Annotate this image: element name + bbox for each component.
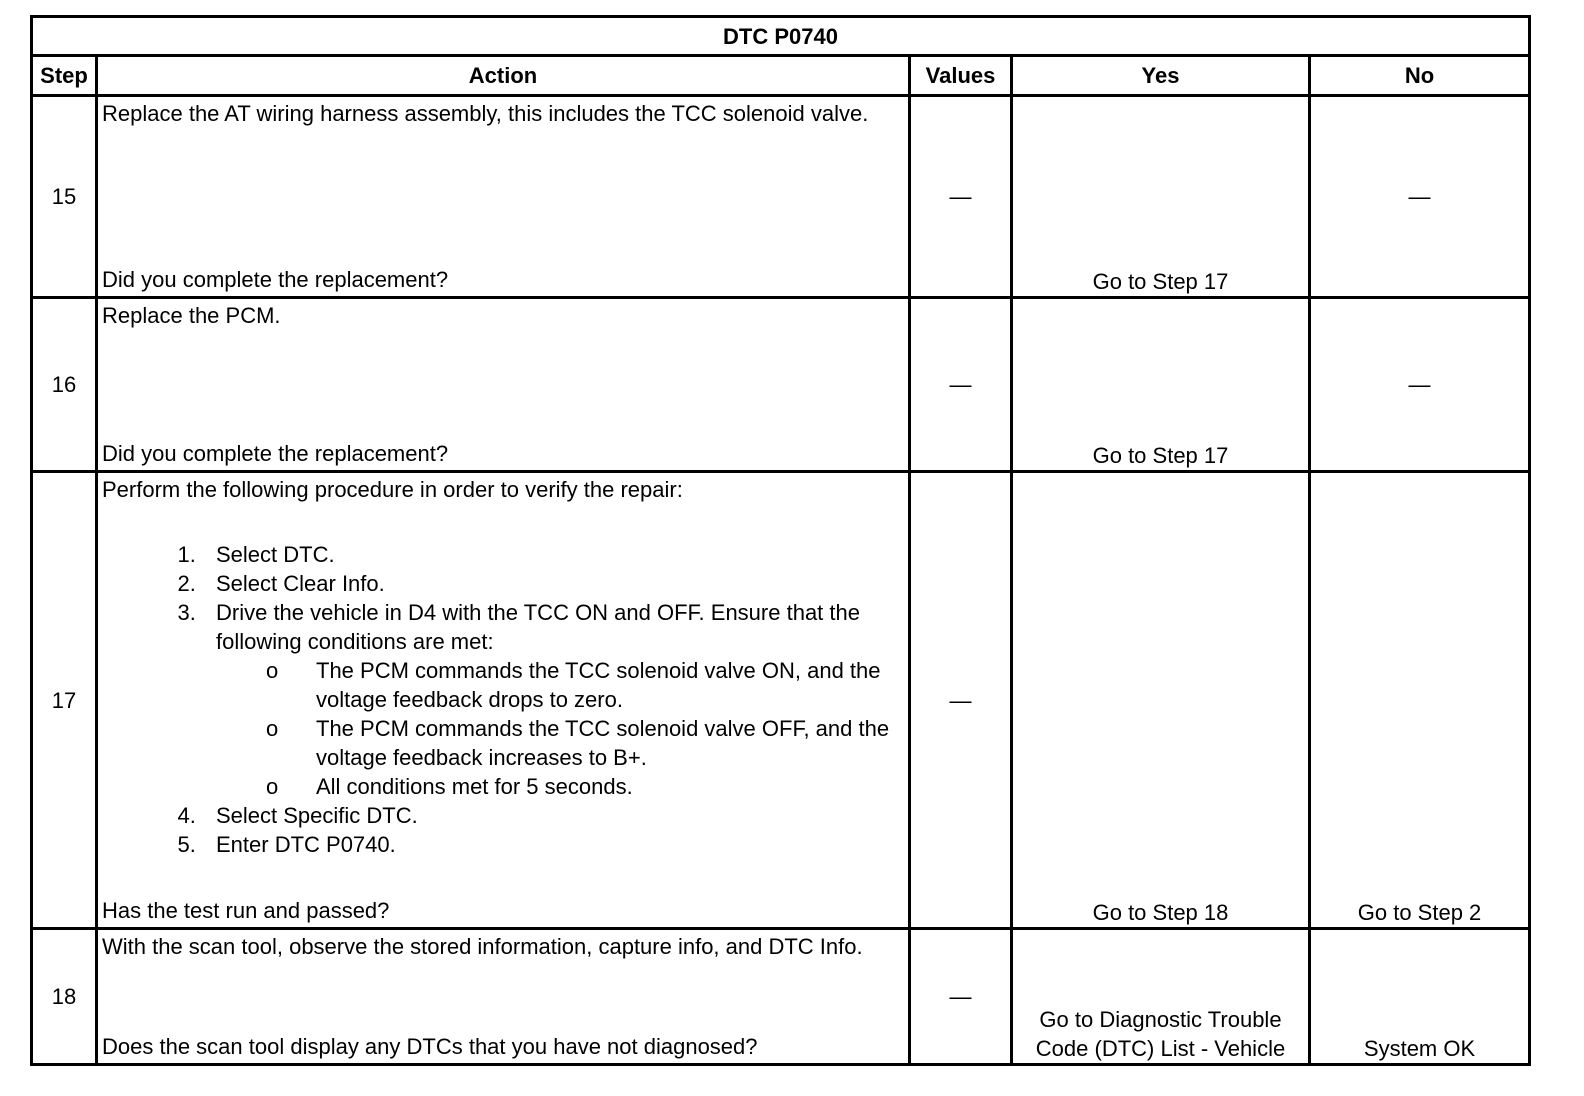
table-row-step-15	[32, 96, 1530, 298]
action-cell	[97, 472, 910, 929]
yes-cell: Go to Diagnostic Trouble Code (DTC) List - Vehicle	[1012, 929, 1310, 1065]
procedure-step: 4. Select Specific DTC.	[202, 801, 904, 830]
action-question: Did you complete the replacement?	[102, 267, 449, 292]
dtc-table	[30, 15, 1531, 1066]
action-text: With the scan tool, observe the stored information, capture info, and DTC Info.	[102, 934, 863, 959]
action-text: Replace the AT wiring harness assembly, this includes the TCC solenoid valve.	[102, 101, 869, 126]
conditions-list	[216, 656, 904, 801]
action-cell	[97, 96, 910, 298]
action-cell	[97, 929, 910, 1065]
yes-cell: Go to Step 17	[1012, 298, 1310, 472]
values-cell: —	[910, 298, 1012, 472]
step-number: 17	[32, 472, 97, 929]
action-question: Has the test run and passed?	[102, 898, 390, 923]
header-values: Values	[910, 56, 1012, 96]
no-cell: System OK	[1310, 929, 1530, 1065]
step-number: 16	[32, 298, 97, 472]
condition-item: o The PCM commands the TCC solenoid valve OFF, and the voltage feedback increases to B+.	[316, 714, 904, 772]
table-row-step-16	[32, 298, 1530, 472]
step-number: 18	[32, 929, 97, 1065]
action-text: Replace the PCM.	[102, 303, 281, 328]
procedure-step: 1. Select DTC.	[202, 540, 904, 569]
condition-item: o All conditions met for 5 seconds.	[316, 772, 904, 801]
values-cell: —	[910, 472, 1012, 929]
header-no: No	[1310, 56, 1530, 96]
action-question: Did you complete the replacement?	[102, 441, 449, 466]
procedure-step-text: Drive the vehicle in D4 with the TCC ON and OFF. Ensure that the following conditions are met:	[216, 600, 860, 654]
action-text: Perform the following procedure in order to verify the repair:	[102, 477, 683, 502]
table-title: DTC P0740	[32, 17, 1530, 56]
header-step: Step	[32, 56, 97, 96]
table-row-step-18	[32, 929, 1530, 1065]
action-cell	[97, 298, 910, 472]
no-cell: —	[1310, 96, 1530, 298]
header-action: Action	[97, 56, 910, 96]
procedure-step: 2. Select Clear Info.	[202, 569, 904, 598]
header-yes: Yes	[1012, 56, 1310, 96]
action-question: Does the scan tool display any DTCs that you have not diagnosed?	[102, 1034, 758, 1059]
no-cell: Go to Step 2	[1310, 472, 1530, 929]
table-row-step-17	[32, 472, 1530, 929]
values-cell: —	[910, 96, 1012, 298]
condition-item: o The PCM commands the TCC solenoid valve ON, and the voltage feedback drops to zero.	[316, 656, 904, 714]
procedure-list	[102, 540, 904, 859]
procedure-step: 5. Enter DTC P0740.	[202, 830, 904, 859]
no-cell: —	[1310, 298, 1530, 472]
values-cell: —	[910, 929, 1012, 1065]
yes-cell: Go to Step 18	[1012, 472, 1310, 929]
yes-cell: Go to Step 17	[1012, 96, 1310, 298]
procedure-step	[202, 598, 904, 801]
step-number: 15	[32, 96, 97, 298]
